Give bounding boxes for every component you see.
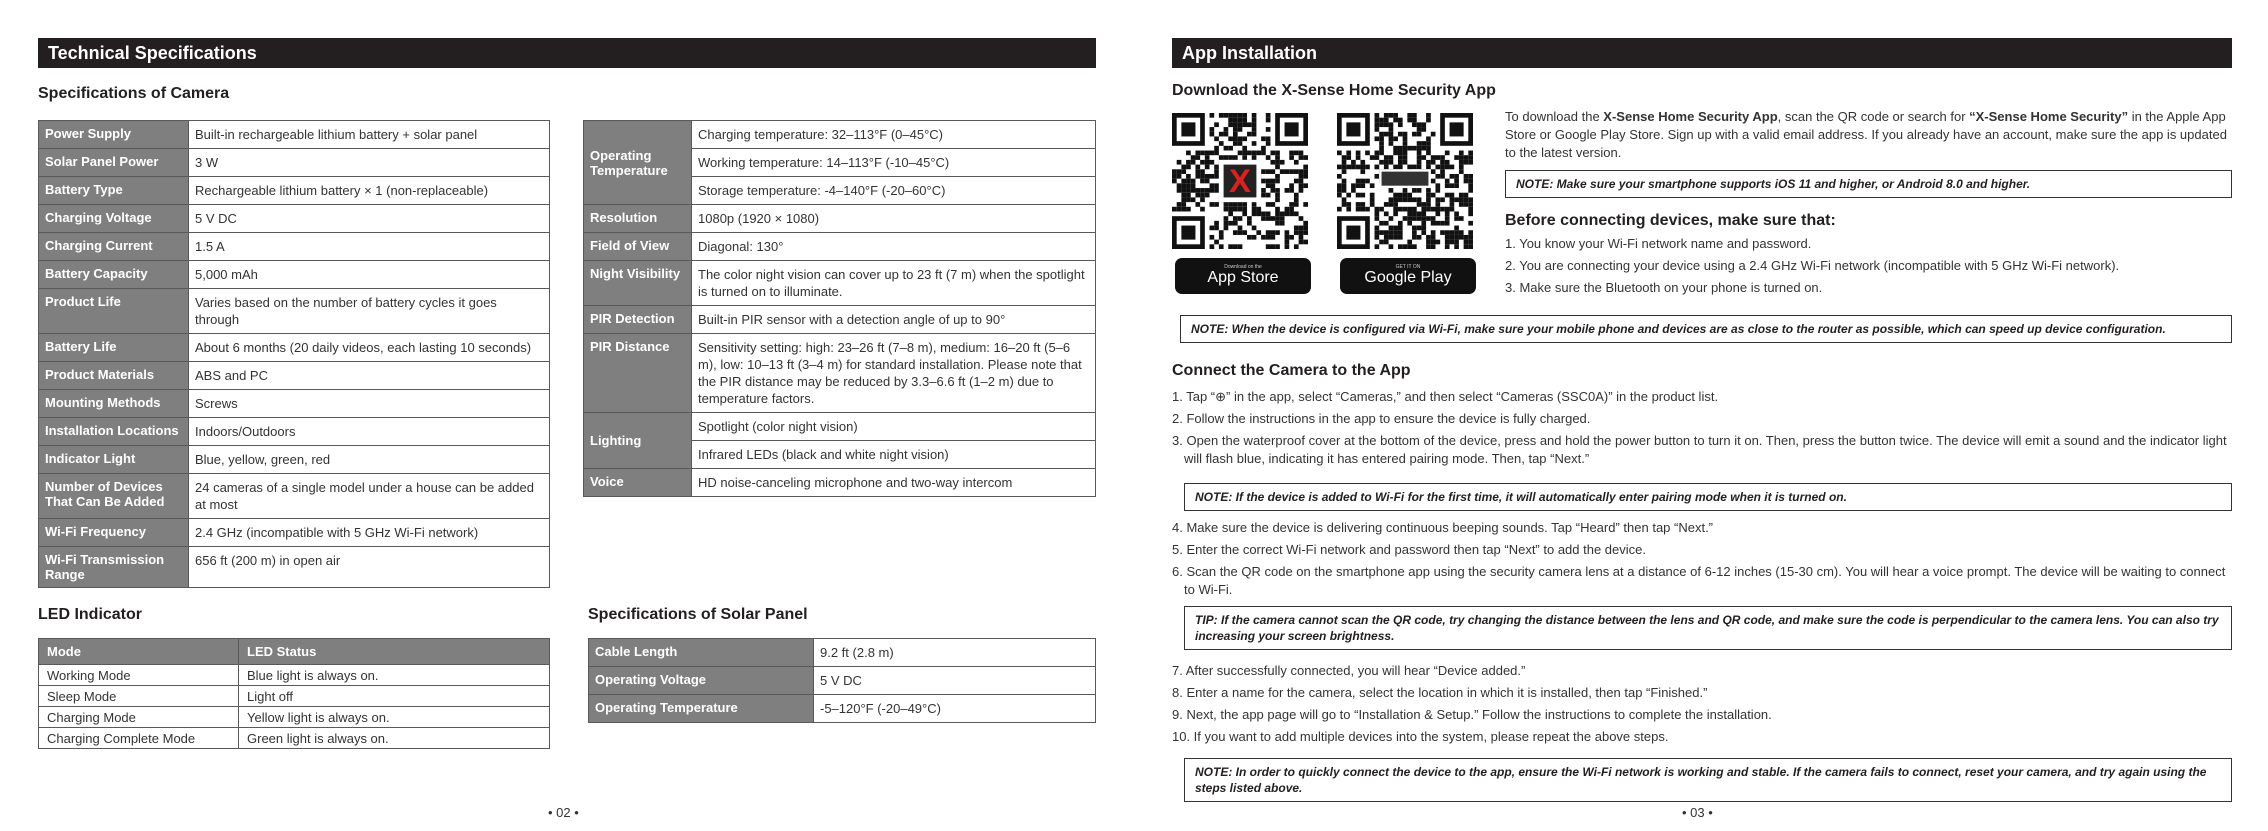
note-pairing-mode: NOTE: If the device is added to Wi-Fi for the first time, it will automatically enter pairing mode when it is turned on. [1184, 483, 2232, 511]
table-row [39, 686, 550, 707]
spec-key-wi-fi-transmission-range: Wi-Fi Transmission Range [39, 547, 189, 588]
led-status-cell: Yellow light is always on. [239, 707, 550, 728]
solar-key-cable-length: Cable Length [589, 639, 814, 667]
table-row [584, 334, 1096, 413]
spec-key-resolution: Resolution [584, 205, 692, 233]
table-row [39, 362, 550, 390]
spec-value-installation-locations: Indoors/Outdoors [189, 418, 550, 446]
google-play-small-text: GET IT ON [1395, 264, 1421, 270]
camera-spec-table [38, 120, 550, 588]
download-text-part: To download the [1505, 109, 1604, 124]
list-item: 4. Make sure the device is delivering continuous beeping sounds. Tap “Heard” then tap “Next.” [1172, 520, 1714, 535]
solar-value-operating-voltage: 5 V DC [814, 667, 1096, 695]
table-row [39, 547, 550, 588]
led-mode-cell: Charging Complete Mode [39, 728, 239, 749]
spec-value-power-supply: Built-in rechargeable lithium battery + solar panel [189, 121, 550, 149]
table-row [584, 306, 1096, 334]
spec-key-number-of-devices-that-can-be-added: Number of Devices That Can Be Added [39, 474, 189, 519]
solar-key-operating-voltage: Operating Voltage [589, 667, 814, 695]
spec-value-resolution: 1080p (1920 × 1080) [692, 205, 1096, 233]
spec-key-night-visibility: Night Visibility [584, 261, 692, 306]
spec-key-field-of-view: Field of View [584, 233, 692, 261]
table-row [39, 519, 550, 547]
connect-steps-a [1172, 388, 2232, 472]
list-item: 3. Open the waterproof cover at the bottom of the device, press and hold the power button to turn it on. Then, press the button twice. The device will emit a sound and the indicator light will flash blue, indicating it has entered pairing mode. Then, tap “Next.” [1172, 433, 2227, 466]
spec-value-indicator-light: Blue, yellow, green, red [189, 446, 550, 474]
table-row [39, 205, 550, 233]
led-mode-cell: Sleep Mode [39, 686, 239, 707]
google-play-label: Google Play [1364, 269, 1452, 286]
spec-key-charging-current: Charging Current [39, 233, 189, 261]
table-row [589, 639, 1096, 667]
spec-value-working-temperature: Working temperature: 14–113°F (-10–45°C) [692, 149, 1096, 177]
table-row [589, 667, 1096, 695]
led-header-status: LED Status [239, 639, 550, 665]
spec-value-voice: HD noise-canceling microphone and two-way intercom [692, 469, 1096, 497]
spec-value-solar-panel-power: 3 W [189, 149, 550, 177]
spec-key-voice: Voice [584, 469, 692, 497]
connect-steps-c [1172, 662, 2232, 750]
list-item: 1. You know your Wi-Fi network name and password. [1505, 236, 1812, 251]
list-item: 9. Next, the app page will go to “Installation & Setup.” Follow the instructions to complete the installation. [1172, 707, 1772, 722]
section-title-app-installation: App Installation [1172, 38, 2232, 68]
app-store-label: App Store [1207, 269, 1279, 286]
google-play-qr-code [1337, 113, 1473, 249]
spec-key-wi-fi-frequency: Wi-Fi Frequency [39, 519, 189, 547]
table-row [39, 289, 550, 334]
table-row [39, 418, 550, 446]
app-store-badge[interactable] [1175, 258, 1311, 294]
spec-value-spotlight: Spotlight (color night vision) [692, 413, 1096, 441]
spec-value-field-of-view: Diagonal: 130° [692, 233, 1096, 261]
led-status-cell: Blue light is always on. [239, 665, 550, 686]
led-mode-cell: Working Mode [39, 665, 239, 686]
spec-key-mounting-methods: Mounting Methods [39, 390, 189, 418]
spec-key-pir-detection: PIR Detection [584, 306, 692, 334]
spec-key-battery-type: Battery Type [39, 177, 189, 205]
table-row [39, 261, 550, 289]
spec-value-charging-temperature: Charging temperature: 32–113°F (0–45°C) [692, 121, 1096, 149]
spec-value-battery-life: About 6 months (20 daily videos, each lasting 10 seconds) [189, 334, 550, 362]
list-item: 5. Enter the correct Wi-Fi network and password then tap “Next” to add the device. [1172, 542, 1646, 557]
table-row [39, 334, 550, 362]
table-row [39, 665, 550, 686]
spec-value-battery-type: Rechargeable lithium battery × 1 (non-replaceable) [189, 177, 550, 205]
table-row [39, 121, 550, 149]
spec-key-solar-panel-power: Solar Panel Power [39, 149, 189, 177]
note-reset-camera: NOTE: In order to quickly connect the device to the app, ensure the Wi-Fi network is working and stable. If the camera fails to connect, reset your camera, and try again using the steps listed above. [1184, 758, 2232, 802]
before-connecting-list [1505, 235, 2232, 301]
spec-value-product-materials: ABS and PC [189, 362, 550, 390]
solar-value-cable-length: 9.2 ft (2.8 m) [814, 639, 1096, 667]
google-play-badge[interactable] [1340, 258, 1476, 294]
solar-spec-table [588, 638, 1096, 723]
page-number-right: • 03 • [1682, 805, 1713, 820]
page-left [38, 0, 1096, 831]
solar-key-operating-temperature: Operating Temperature [589, 695, 814, 723]
svg-text:X: X [1229, 161, 1251, 199]
list-item: 8. Enter a name for the camera, select the location in which it is installed, then tap “Finished.” [1172, 685, 1708, 700]
led-mode-cell: Charging Mode [39, 707, 239, 728]
download-instructions [1505, 108, 2232, 162]
table-row [39, 177, 550, 205]
led-status-cell: Light off [239, 686, 550, 707]
spec-value-infrared: Infrared LEDs (black and white night vision) [692, 441, 1096, 469]
spec-key-indicator-light: Indicator Light [39, 446, 189, 474]
download-text-app-name: X-Sense Home Security App [1603, 109, 1778, 124]
section-title-technical-specifications: Technical Specifications [38, 38, 1096, 68]
camera-specs-heading: Specifications of Camera [38, 85, 230, 102]
tip-qr-scanning: TIP: If the camera cannot scan the QR code, try changing the distance between the lens and QR code, and make sure the code is perpendicular to the camera lens. You can also try increasing your screen brightness. [1184, 606, 2232, 650]
solar-panel-heading: Specifications of Solar Panel [588, 606, 808, 623]
list-item: 10. If you want to add multiple devices into the system, please repeat the above steps. [1172, 729, 1669, 744]
download-heading: Download the X-Sense Home Security App [1172, 82, 1496, 99]
table-row [39, 390, 550, 418]
spec-value-product-life: Varies based on the number of battery cycles it goes through [189, 289, 550, 334]
list-item: 7. After successfully connected, you will hear “Device added.” [1172, 663, 1526, 678]
spec-key-power-supply: Power Supply [39, 121, 189, 149]
spec-key-lighting: Lighting [584, 413, 692, 469]
table-row [584, 261, 1096, 306]
spec-key-battery-capacity: Battery Capacity [39, 261, 189, 289]
led-header-mode: Mode [39, 639, 239, 665]
spec-value-charging-voltage: 5 V DC [189, 205, 550, 233]
note-wifi-proximity: NOTE: When the device is configured via Wi-Fi, make sure your mobile phone and devices are as close to the router as possible, which can speed up device configuration. [1180, 315, 2232, 343]
list-item: 1. Tap “⊕” in the app, select “Cameras,” and then select “Cameras (SSC0A)” in the product list. [1172, 389, 1719, 404]
list-item: 2. You are connecting your device using a 2.4 GHz Wi-Fi network (incompatible with 5 GHz Wi-Fi network). [1505, 258, 2120, 273]
table-row [39, 728, 550, 749]
led-status-cell: Green light is always on. [239, 728, 550, 749]
spec-value-wi-fi-frequency: 2.4 GHz (incompatible with 5 GHz Wi-Fi network) [189, 519, 550, 547]
spec-value-wi-fi-transmission-range: 656 ft (200 m) in open air [189, 547, 550, 588]
spec-value-mounting-methods: Screws [189, 390, 550, 418]
camera-spec-table-2 [583, 120, 1096, 497]
table-row [584, 233, 1096, 261]
led-indicator-heading: LED Indicator [38, 606, 143, 623]
spec-key-charging-voltage: Charging Voltage [39, 205, 189, 233]
table-row [39, 707, 550, 728]
table-row [39, 149, 550, 177]
note-os-requirements: NOTE: Make sure your smartphone supports iOS 11 and higher, or Android 8.0 and higher. [1505, 170, 2232, 198]
list-item: 6. Scan the QR code on the smartphone app using the security camera lens at a distance of 6-12 inches (15-30 cm). You will hear a voice prompt. The device will be waiting to connect to Wi-Fi. [1172, 564, 2226, 597]
table-row [39, 446, 550, 474]
spec-value-charging-current: 1.5 A [189, 233, 550, 261]
page-right [1172, 0, 2232, 831]
spec-key-pir-distance: PIR Distance [584, 334, 692, 413]
spec-value-number-of-devices-that-can-be-added: 24 cameras of a single model under a house can be added at most [189, 474, 550, 519]
spec-key-battery-life: Battery Life [39, 334, 189, 362]
table-row [39, 233, 550, 261]
spec-value-pir-detection: Built-in PIR sensor with a detection angle of up to 90° [692, 306, 1096, 334]
before-connecting-heading: Before connecting devices, make sure that: [1505, 212, 1836, 229]
download-text-part: in the Apple App Store or Google Play Store. Sign up with a valid email address. If you already have an account, make sure the app is updated to the latest version. [1505, 109, 2227, 160]
solar-value-operating-temperature: -5–120°F (-20–49°C) [814, 695, 1096, 723]
table-row [589, 695, 1096, 723]
list-item: 2. Follow the instructions in the app to ensure the device is fully charged. [1172, 411, 1591, 426]
connect-camera-heading: Connect the Camera to the App [1172, 362, 1411, 379]
spec-value-storage-temperature: Storage temperature: -4–140°F (-20–60°C) [692, 177, 1096, 205]
led-indicator-table [38, 638, 550, 749]
app-store-qr-code [1172, 113, 1308, 249]
connect-steps-b [1172, 519, 2232, 603]
list-item: 3. Make sure the Bluetooth on your phone is turned on. [1505, 280, 1823, 295]
download-text-part: , scan the QR code or search for [1777, 109, 1970, 124]
table-row [39, 474, 550, 519]
page-number-left: • 02 • [548, 805, 579, 820]
table-row [584, 205, 1096, 233]
spec-value-night-visibility: The color night vision can cover up to 23 ft (7 m) when the spotlight is turned on to illuminate. [692, 261, 1096, 306]
spec-value-battery-capacity: 5,000 mAh [189, 261, 550, 289]
spec-key-product-materials: Product Materials [39, 362, 189, 390]
download-text-search-term: “X-Sense Home Security” [1969, 109, 2129, 124]
spec-key-operating-temperature: Operating Temperature [584, 121, 692, 205]
app-store-small-text: Download on the [1224, 264, 1262, 270]
spec-value-pir-distance: Sensitivity setting: high: 23–26 ft (7–8 m), medium: 16–20 ft (5–6 m), low: 10–13 ft (3–4 m) for standard installation. Please note that the PIR distance may be reduced by 3.3–6.6 ft (1–2 m) due to temperature factors. [692, 334, 1096, 413]
spec-key-product-life: Product Life [39, 289, 189, 334]
spec-key-installation-locations: Installation Locations [39, 418, 189, 446]
